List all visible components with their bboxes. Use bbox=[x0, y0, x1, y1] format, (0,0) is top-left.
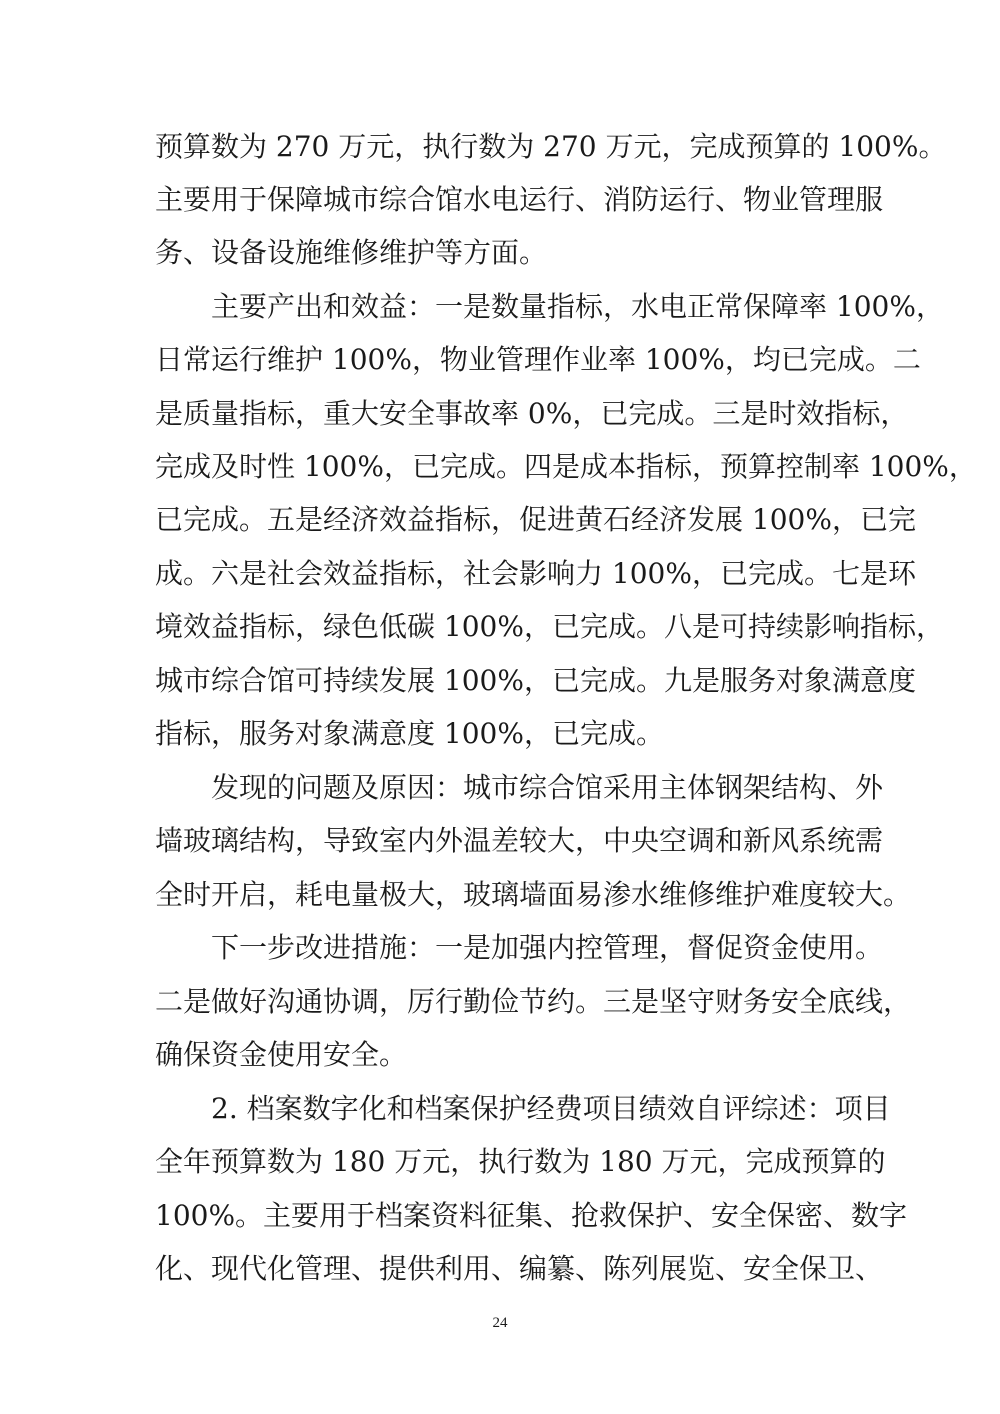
text-line: 下一步改进措施：一是加强内控管理，督促资金使用。 bbox=[211, 931, 884, 964]
text-line: 2. 档案数字化和档案保护经费项目绩效自评综述：项目 bbox=[211, 1092, 891, 1125]
text-line: 务、设备设施维修维护等方面。 bbox=[155, 236, 548, 269]
text-line: 预算数为 270 万元，执行数为 270 万元，完成预算的 100%。 bbox=[155, 130, 947, 163]
text-line: 100%。主要用于档案资料征集、抢救保护、安全保密、数字 bbox=[155, 1199, 908, 1232]
text-line: 日常运行维护 100%，物业管理作业率 100%，均已完成。二 bbox=[155, 343, 921, 376]
text-line: 主要用于保障城市综合馆水电运行、消防运行、物业管理服 bbox=[155, 183, 884, 216]
text-line: 确保资金使用安全。 bbox=[155, 1038, 408, 1071]
text-line: 指标，服务对象满意度 100%，已完成。 bbox=[155, 717, 664, 750]
text-line: 全年预算数为 180 万元，执行数为 180 万元，完成预算的 bbox=[155, 1145, 886, 1178]
text-line: 墙玻璃结构，导致室内外温差较大，中央空调和新风系统需 bbox=[155, 824, 884, 857]
text-line: 二是做好沟通协调，厉行勤俭节约。三是坚守财务安全底线， bbox=[155, 985, 912, 1018]
text-line: 全时开启，耗电量极大，玻璃墙面易渗水维修维护难度较大。 bbox=[155, 878, 912, 911]
text-line: 发现的问题及原因：城市综合馆采用主体钢架结构、外 bbox=[211, 771, 884, 804]
text-line: 成。六是社会效益指标，社会影响力 100%，已完成。七是环 bbox=[155, 557, 916, 590]
text-line: 城市综合馆可持续发展 100%，已完成。九是服务对象满意度 bbox=[155, 664, 916, 697]
text-line: 完成及时性 100%，已完成。四是成本指标，预算控制率 100%， bbox=[155, 450, 977, 483]
text-line: 境效益指标，绿色低碳 100%，已完成。八是可持续影响指标， bbox=[155, 610, 944, 643]
page-number: 24 bbox=[492, 1315, 508, 1331]
text-line: 主要产出和效益：一是数量指标，水电正常保障率 100%， bbox=[211, 290, 944, 323]
text-line: 是质量指标，重大安全事故率 0%，已完成。三是时效指标， bbox=[155, 397, 909, 430]
text-line: 化、现代化管理、提供利用、编纂、陈列展览、安全保卫、 bbox=[155, 1252, 884, 1285]
text-line: 已完成。五是经济效益指标，促进黄石经济发展 100%，已完 bbox=[155, 503, 916, 536]
